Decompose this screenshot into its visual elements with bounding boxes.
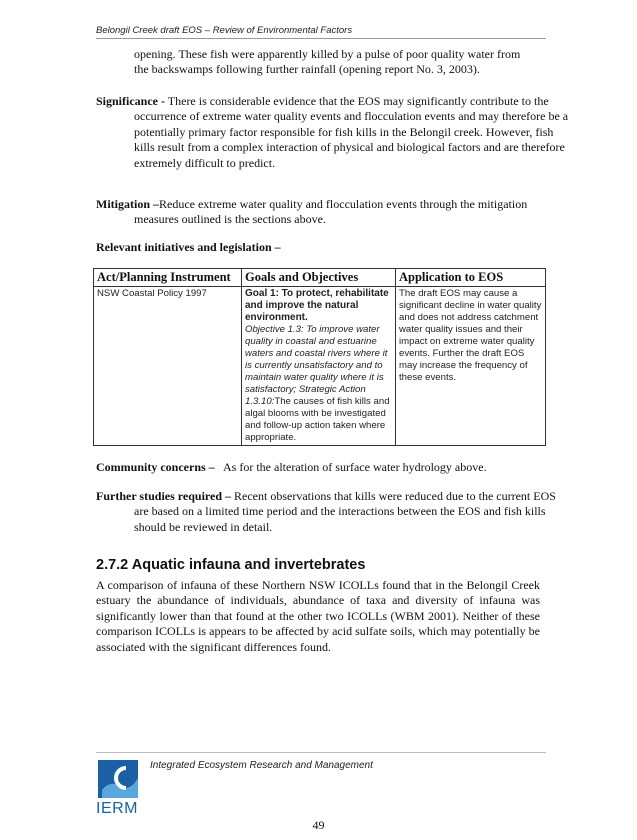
objective-italic: Objective 1.3: To improve water quality in coastal and estuarine waters and coastal rivers where it is currently unsatisfactory and to maintain water quality where it is satisfactory; Strategic Action 1.3.10: bbox=[245, 324, 388, 407]
significance-paragraph bbox=[96, 94, 572, 171]
table-row bbox=[94, 287, 546, 446]
header-rule bbox=[96, 38, 546, 39]
significance-text: There is considerable evidence that the EOS may significantly contribute to the occurrence of extreme water quality events and flocculation events and may therefore be a potentially primary factor responsible for fish kills in the Belongil creek. However, fish kills result from a complex interaction of physical and biological factors and are therefore extremely difficult to predict. bbox=[134, 94, 569, 170]
cell-instrument: NSW Coastal Policy 1997 bbox=[94, 287, 242, 446]
section-heading: 2.7.2 Aquatic infauna and invertebrates bbox=[96, 557, 366, 573]
relevant-heading: Relevant initiatives and legislation – bbox=[96, 240, 281, 254]
footer-org-name: Integrated Ecosystem Research and Management bbox=[150, 760, 373, 771]
community-paragraph bbox=[96, 460, 534, 475]
legislation-table bbox=[93, 268, 546, 446]
running-header: Belongil Creek draft EOS – Review of Environmental Factors bbox=[96, 25, 353, 36]
cell-goals bbox=[242, 287, 396, 446]
community-label: Community concerns – bbox=[96, 460, 215, 474]
further-label: Further studies required – bbox=[96, 489, 232, 503]
mitigation-text: Reduce extreme water quality and flocculation events through the mitigation measures outlined is the sections above. bbox=[134, 197, 528, 227]
table-header-goals: Goals and Objectives bbox=[242, 269, 396, 287]
cell-application: The draft EOS may cause a significant decline in water quality and does not address catchment water quality issues and their impact on extreme water quality events. Further the draft EOS may increase the frequency of these events. bbox=[396, 287, 546, 446]
section-body: A comparison of infauna of these Northern NSW ICOLLs found that in the Belongil Creek estuary the abundance of individuals, abundance of taxa and diversity of infauna was significantly lower than that found at the other two ICOLLs (WBM 2001). Neither of these comparison ICOLLs is appears to be affected by acid sulfate soils, which may potentially be associated with the significant differences found. bbox=[96, 578, 540, 654]
community-text: As for the alteration of surface water hydrology above. bbox=[214, 460, 487, 474]
further-text: Recent observations that kills were reduced due to the current EOS are based on a limited time period and the interactions between the EOS and fish kills should be reviewed in detail. bbox=[134, 489, 556, 534]
further-studies-paragraph bbox=[96, 489, 572, 535]
significance-label: Significance - bbox=[96, 94, 165, 108]
table-header-application: Application to EOS bbox=[396, 269, 546, 287]
page-number: 49 bbox=[312, 818, 325, 832]
mitigation-label: Mitigation – bbox=[96, 197, 159, 211]
logo-text: IERM bbox=[96, 800, 138, 817]
goal-text: Goal 1: To protect, rehabilitate and improve the natural environment. bbox=[245, 288, 389, 323]
objective-plain: The causes of fish kills and algal blooms with be investigated and follow-up action taken where appropriate. bbox=[245, 396, 390, 443]
footer-rule bbox=[96, 752, 546, 753]
mitigation-paragraph bbox=[96, 197, 572, 228]
table-header-instrument: Act/Planning Instrument bbox=[94, 269, 242, 287]
table-header-row bbox=[94, 269, 546, 287]
intro-continuation: opening. These fish were apparently killed by a pulse of poor quality water from the backswamps following further rainfall (opening report No. 3, 2003). bbox=[134, 47, 521, 77]
